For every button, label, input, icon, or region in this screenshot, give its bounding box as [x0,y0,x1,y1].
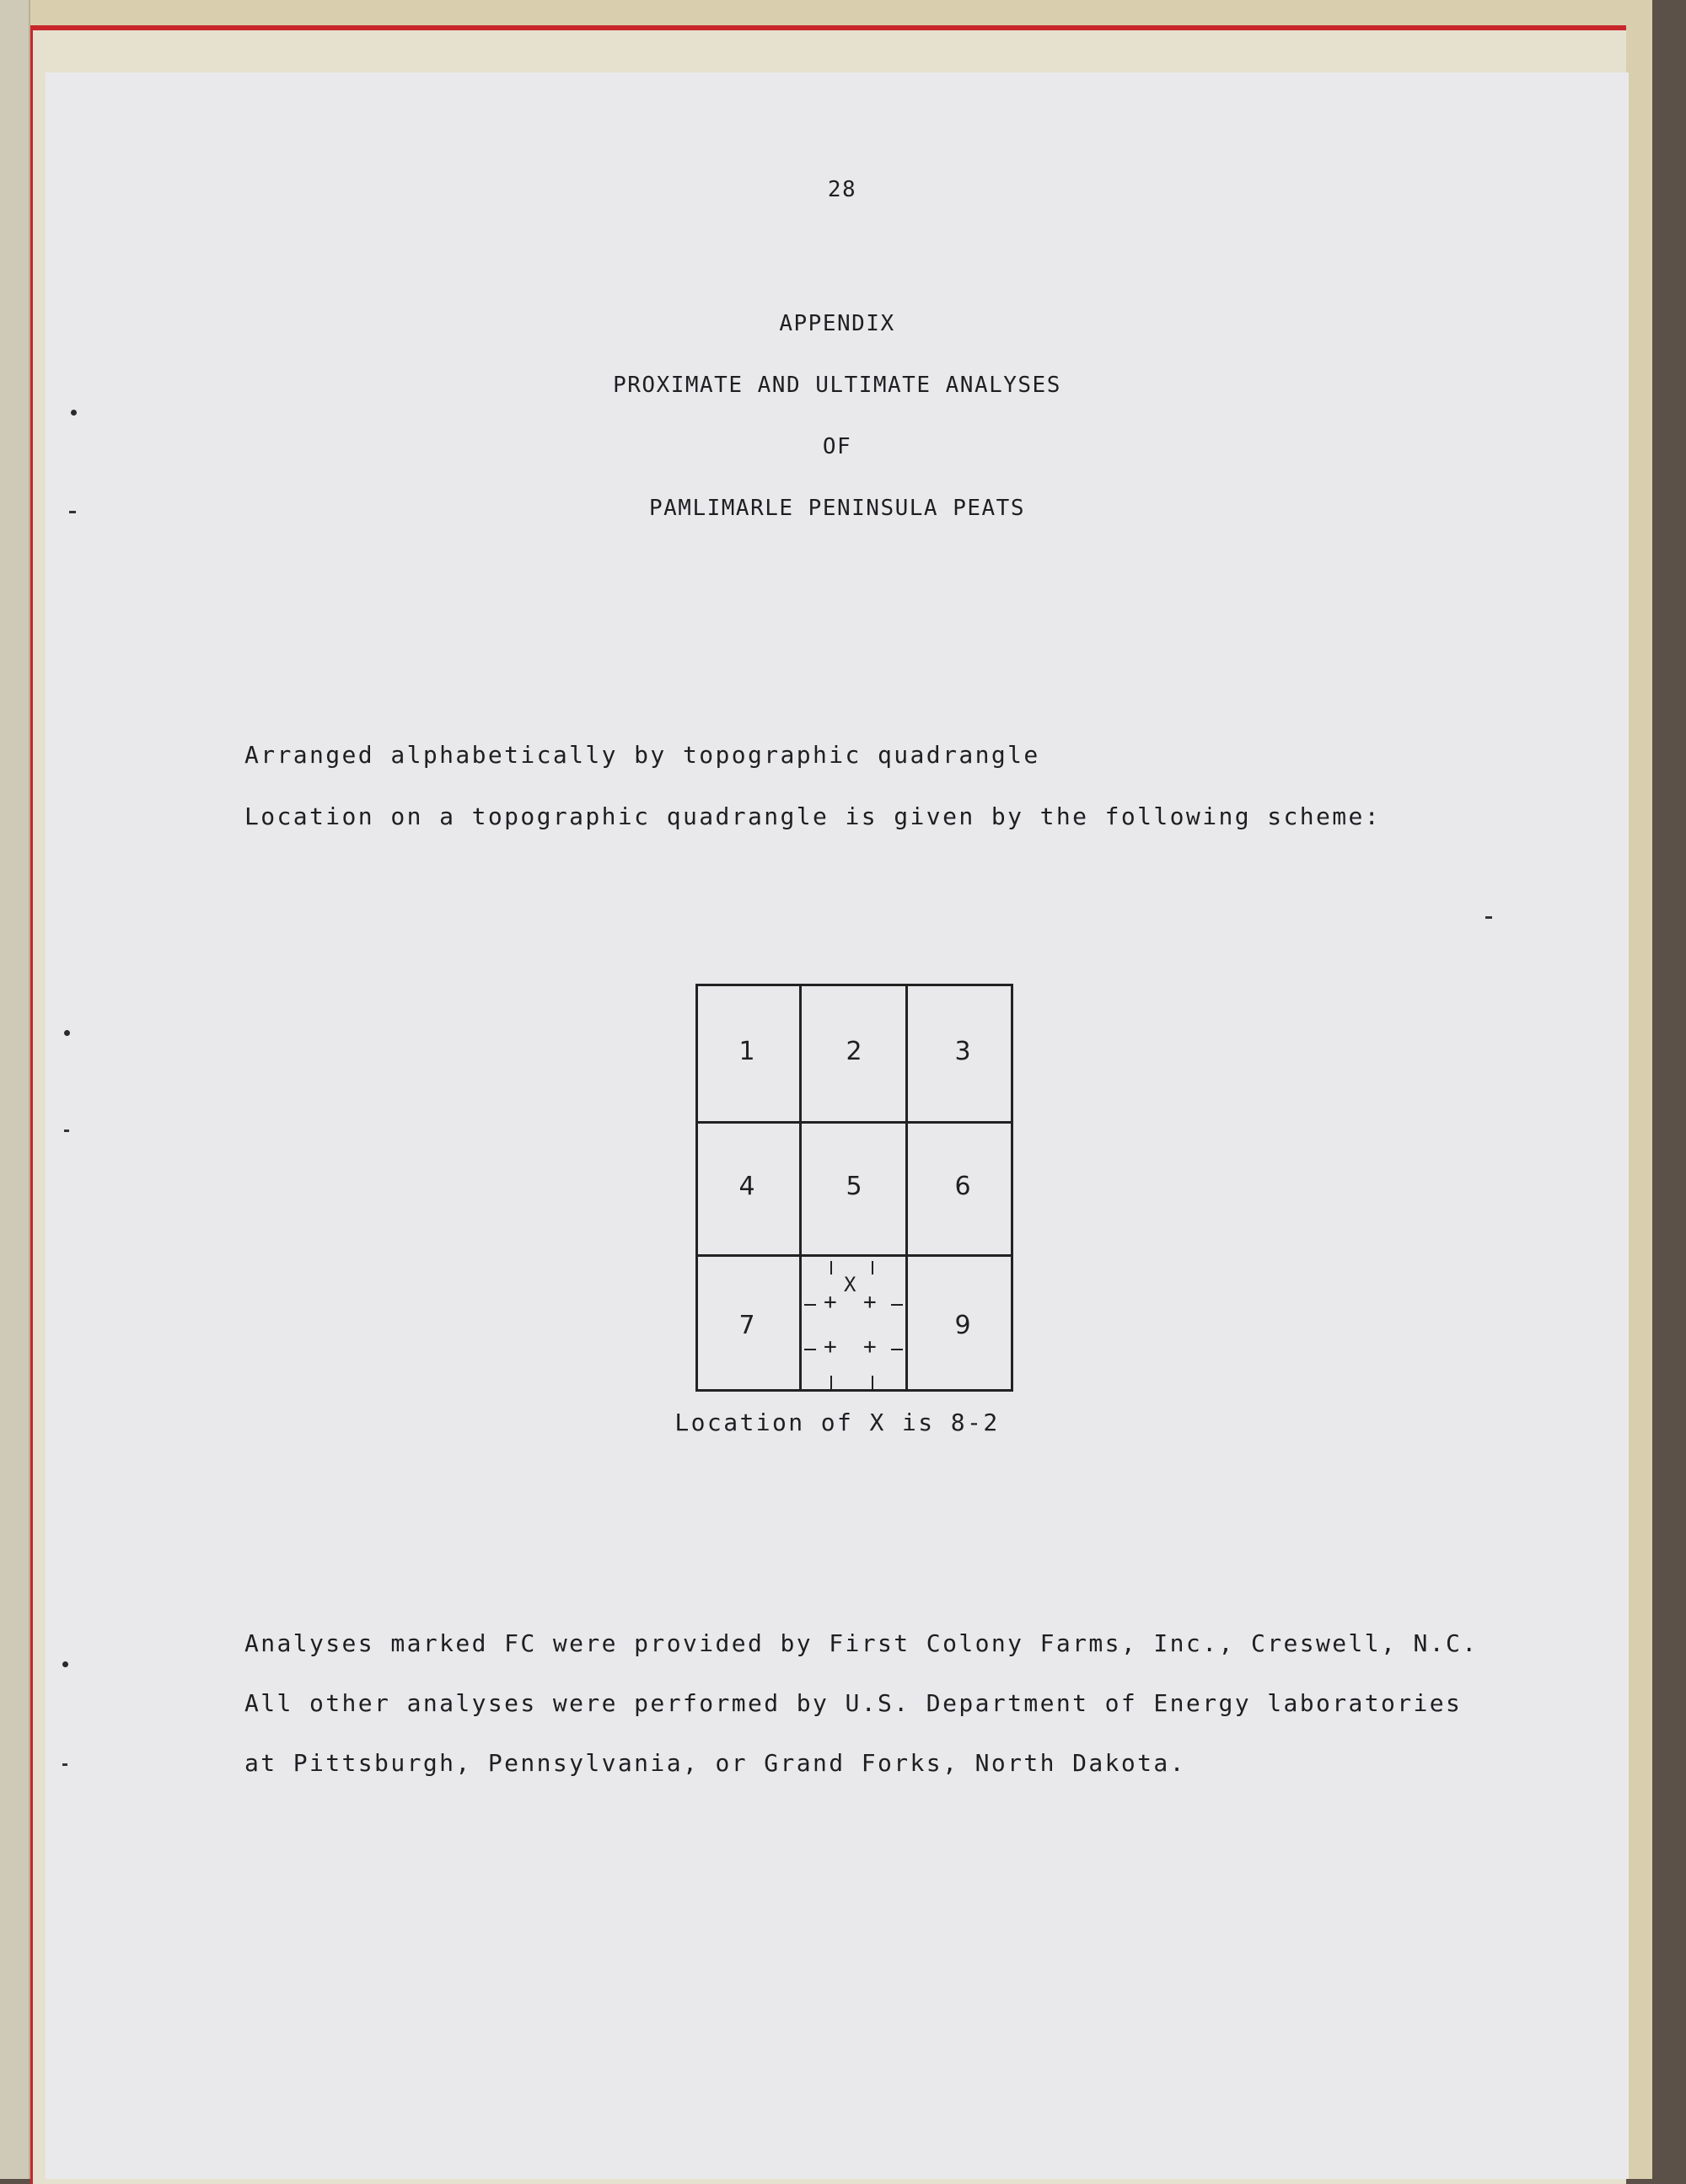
subgrid-tick [872,1261,873,1274]
diagram-caption: Location of X is 8-2 [674,1409,1000,1436]
location-x-marker: X [844,1273,856,1296]
punch-hole [71,410,77,416]
subgrid-tick [830,1376,832,1389]
footer-line-2: All other analyses were performed by U.S. Department of Energy laboratories [244,1689,1463,1717]
grid-line [698,1121,1011,1124]
grid-line [905,986,908,1389]
binder-spine [0,0,30,2179]
title-analyses: PROXIMATE AND ULTIMATE ANALYSES [613,373,1061,398]
subgrid-tick [872,1376,873,1389]
margin-mark [64,1130,69,1132]
grid-line [799,986,802,1389]
subgrid-tick [891,1304,903,1306]
subgrid-cross-icon: + [863,1290,877,1315]
subgrid-tick [830,1261,832,1274]
document-page [46,72,1629,2179]
subgrid-cross-icon: + [863,1334,877,1360]
title-of: OF [822,434,852,459]
cell-7: 7 [738,1311,755,1340]
margin-mark [62,1763,67,1766]
punch-hole [64,1030,70,1036]
footer-line-3: at Pittsburgh, Pennsylvania, or Grand Forks, North Dakota. [244,1749,1186,1777]
cell-3: 3 [954,1037,971,1066]
subgrid-cross-icon: + [824,1334,837,1360]
footer-line-1: Analyses marked FC were provided by First Colony Farms, Inc., Creswell, N.C. [244,1629,1479,1657]
cell-1: 1 [738,1037,755,1066]
punch-hole [62,1661,68,1667]
cell-9: 9 [954,1311,971,1340]
intro-line-2: Location on a topographic quadrangle is given by the following scheme: [244,802,1382,830]
subgrid-cross-icon: + [824,1290,837,1315]
cell-5: 5 [846,1172,862,1201]
intro-line-1: Arranged alphabetically by topographic quadrangle [244,741,1040,769]
cell-2: 2 [846,1037,862,1066]
title-appendix: APPENDIX [779,311,895,336]
page-number: 28 [827,177,857,202]
subgrid-tick [804,1349,816,1350]
title-peats: PAMLIMARLE PENINSULA PEATS [649,496,1025,521]
cell-6: 6 [954,1172,971,1201]
margin-mark [1485,916,1492,919]
subgrid-tick [891,1349,903,1350]
subgrid-tick [804,1304,816,1306]
cell-4: 4 [738,1172,755,1201]
quadrangle-grid [695,984,1013,1392]
grid-line [698,1254,1011,1257]
